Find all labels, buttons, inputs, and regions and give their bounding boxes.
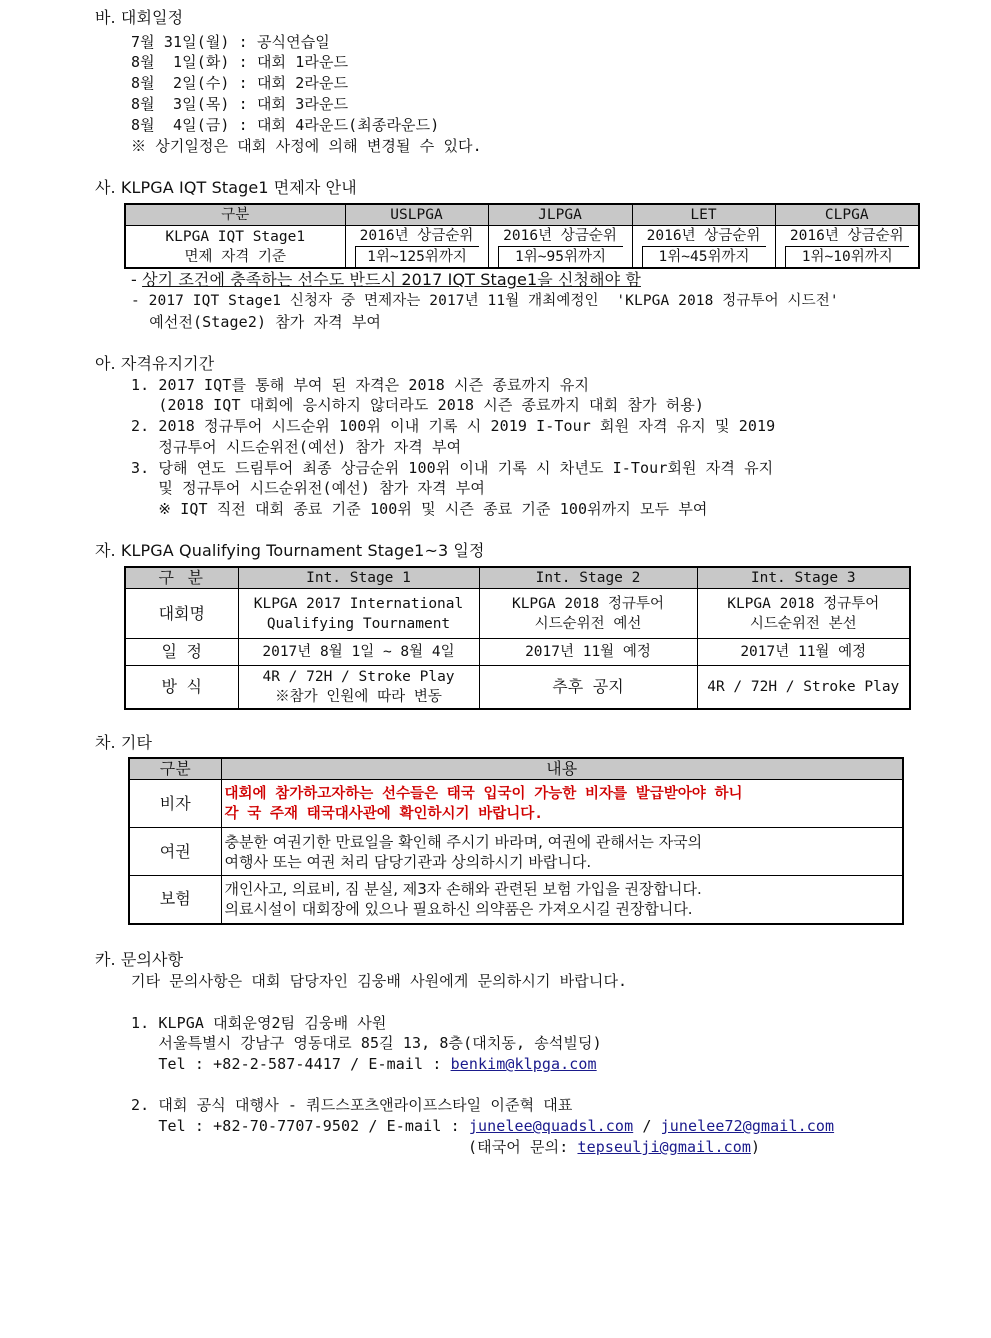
note-dash: - (131, 270, 143, 289)
retention-line: (2018 IQT 대회에 응시하지 않더라도 2018 시즌 종료까지 대회 참가 허용) (131, 396, 704, 414)
exemption-note: 예선전(Stage2) 참가 자격 부여 (131, 313, 382, 331)
exemption-header: 구분 (125, 204, 345, 226)
cell-line: KLPGA 2018 정규투어 (727, 595, 880, 612)
contact-intro: 기타 문의사항은 대회 담당자인 김웅배 사원에게 문의하시기 바랍니다. (131, 972, 628, 990)
qt-cell (238, 666, 479, 709)
contact-2-title: 2. 대회 공식 대행사 - 쿼드스포츠앤라이프스타일 이준혁 대표 (131, 1096, 573, 1114)
visa-notice-line: 대회에 참가하고자하는 선수들은 태국 입국이 가능한 비자를 발급받아야 하니 (224, 785, 743, 802)
email-link-junelee72[interactable]: junelee72@gmail.com (660, 1117, 835, 1135)
qt-header: Int. Stage 3 (697, 567, 910, 589)
cell-line: 1위~45위까지 (642, 246, 766, 267)
thai-suffix: ) (750, 1138, 761, 1156)
qt-header: 구 분 (125, 567, 238, 589)
qt-row-label: 대회명 (125, 589, 238, 639)
qt-row-label: 일 정 (125, 639, 238, 666)
cell-line: 시드순위전 예선 (534, 615, 642, 632)
retention-line: ※ IQT 직전 대회 종료 기준 100위 및 시즌 종료 기준 100위까지 모두 부여 (131, 500, 708, 518)
cell-line: 4R / 72H / Stroke Play (262, 668, 455, 685)
etc-row-label: 비자 (129, 780, 221, 828)
section-title-retention: 아. 자격유지기간 (95, 354, 215, 373)
cell-line: 의료시설이 대회장에 있으나 필요하신 의약품은 가져오시길 권장합니다. (224, 900, 693, 919)
qt-row-label: 방 식 (125, 666, 238, 709)
row-label-line: KLPGA IQT Stage1 (165, 228, 306, 245)
thai-prefix: (태국어 문의: (468, 1138, 578, 1156)
email-link-benkim[interactable]: benkim@klpga.com (450, 1055, 597, 1073)
qt-cell: 4R / 72H / Stroke Play (697, 666, 910, 709)
etc-cell (221, 876, 903, 924)
retention-line: 정규투어 시드순위전(예선) 참가 자격 부여 (131, 438, 462, 456)
qt-cell: 2017년 11월 예정 (697, 639, 910, 666)
tel-text: Tel : +82-2-587-4417 / E-mail : (131, 1055, 451, 1073)
etc-row-label: 여권 (129, 828, 221, 876)
email-link-junelee[interactable]: junelee@quadsl.com (468, 1117, 634, 1135)
qt-header: Int. Stage 1 (238, 567, 479, 589)
schedule-note: ※ 상기일정은 대회 사정에 의해 변경될 수 있다. (131, 137, 482, 155)
exemption-cell (775, 226, 919, 269)
etc-header: 구분 (129, 758, 221, 780)
cell-line: 1위~10위까지 (785, 246, 910, 267)
schedule-line: 7월 31일(월) : 공식연습일 (131, 33, 330, 51)
cell-line: 충분한 여권기한 만료일을 확인해 주시기 바라며, 여권에 관해서는 자국의 (224, 832, 703, 851)
visa-notice-line: 각 국 주재 태국대사관에 확인하시기 바랍니다. (224, 805, 544, 822)
cell-line: 여행사 또는 여권 처리 담당기관과 상의하시기 바랍니다. (224, 852, 592, 871)
exemption-cell (632, 226, 775, 269)
contact-1-title: 1. KLPGA 대회운영2팀 김웅배 사원 (131, 1014, 387, 1032)
cell-line: ※참가 인원에 따라 변동 (275, 688, 442, 705)
cell-line: 2016년 상금순위 (646, 228, 761, 244)
retention-line: 및 정규투어 시드순위전(예선) 참가 자격 부여 (131, 479, 485, 497)
contact-2-thai (468, 1137, 760, 1157)
etc-table (128, 757, 904, 925)
exemption-cell (488, 226, 632, 269)
retention-line: 3. 당해 연도 드림투어 최종 상금순위 100위 이내 기록 시 차년도 I-Tour회원 자격 유지 (131, 459, 774, 477)
cell-line: KLPGA 2017 International (253, 595, 464, 612)
cell-line: 2016년 상금순위 (359, 228, 474, 244)
etc-row-label: 보험 (129, 876, 221, 924)
cell-line: 개인사고, 의료비, 짐 분실, 제3자 손해와 관련된 보험 가입을 권장합니다. (224, 880, 702, 899)
cell-line: Qualifying Tournament (266, 615, 451, 632)
etc-cell (221, 828, 903, 876)
schedule-line: 8월 2일(수) : 대회 2라운드 (131, 74, 349, 92)
section-title-qt-schedule: 자. KLPGA Qualifying Tournament Stage1~3 일정 (95, 541, 485, 560)
qt-cell: 2017년 8월 1일 ~ 8월 4일 (238, 639, 479, 666)
contact-2-tel (131, 1116, 834, 1136)
schedule-line: 8월 3일(목) : 대회 3라운드 (131, 95, 349, 113)
qt-schedule-table (124, 566, 911, 710)
section-title-etc: 차. 기타 (95, 733, 153, 752)
note-underlined: 상기 조건에 충족하는 선수도 반드시 2017 IQT Stage1을 신청해야 함 (142, 270, 641, 289)
tel-text: Tel : +82-70-7707-9502 / E-mail : (131, 1117, 469, 1135)
cell-line: 2016년 상금순위 (789, 228, 904, 244)
row-label-line: 면제 자격 기준 (184, 248, 286, 265)
exemption-row-label (125, 226, 345, 269)
schedule-line: 8월 1일(화) : 대회 1라운드 (131, 53, 349, 71)
contact-1-tel (131, 1054, 597, 1074)
section-title-schedule: 바. 대회일정 (95, 8, 184, 27)
email-separator: / (633, 1117, 661, 1135)
exemption-header: JLPGA (488, 204, 632, 226)
cell-line: 2016년 상금순위 (503, 228, 617, 244)
exemption-cell (345, 226, 488, 269)
etc-header: 내용 (221, 758, 903, 780)
retention-line: 2. 2018 정규투어 시드순위 100위 이내 기록 시 2019 I-Tour 회원 자격 유지 및 2019 (131, 417, 776, 435)
cell-line: 1위~95위까지 (498, 246, 623, 267)
section-title-contact: 카. 문의사항 (95, 950, 184, 969)
qt-cell (479, 589, 697, 639)
qt-cell (238, 589, 479, 639)
email-link-tepseulji[interactable]: tepseulji@gmail.com (577, 1138, 751, 1156)
exemption-header: CLPGA (775, 204, 919, 226)
exemption-table (124, 203, 920, 269)
qt-cell: 2017년 11월 예정 (479, 639, 697, 666)
qt-header: Int. Stage 2 (479, 567, 697, 589)
cell-line: 시드순위전 본선 (749, 615, 857, 632)
exemption-note: - 2017 IQT Stage1 신청자 중 면제자는 2017년 11월 개최예정인 'KLPGA 2018 정규투어 시드전' (131, 293, 839, 309)
etc-cell (221, 780, 903, 828)
qt-cell (697, 589, 910, 639)
cell-line: KLPGA 2018 정규투어 (511, 595, 665, 612)
qt-cell: 추후 공지 (479, 666, 697, 709)
cell-line: 1위~125위까지 (355, 246, 479, 267)
schedule-line: 8월 4일(금) : 대회 4라운드(최종라운드) (131, 116, 440, 134)
retention-line: 1. 2017 IQT를 통해 부여 된 자격은 2018 시즌 종료까지 유지 (131, 376, 590, 394)
exemption-header: LET (632, 204, 775, 226)
exemption-header: USLPGA (345, 204, 488, 226)
section-title-exemption: 사. KLPGA IQT Stage1 면제자 안내 (95, 178, 357, 197)
exemption-note-main (131, 270, 641, 290)
contact-1-address: 서울특별시 강남구 영동대로 85길 13, 8층(대치동, 송석빌딩) (131, 1034, 602, 1052)
